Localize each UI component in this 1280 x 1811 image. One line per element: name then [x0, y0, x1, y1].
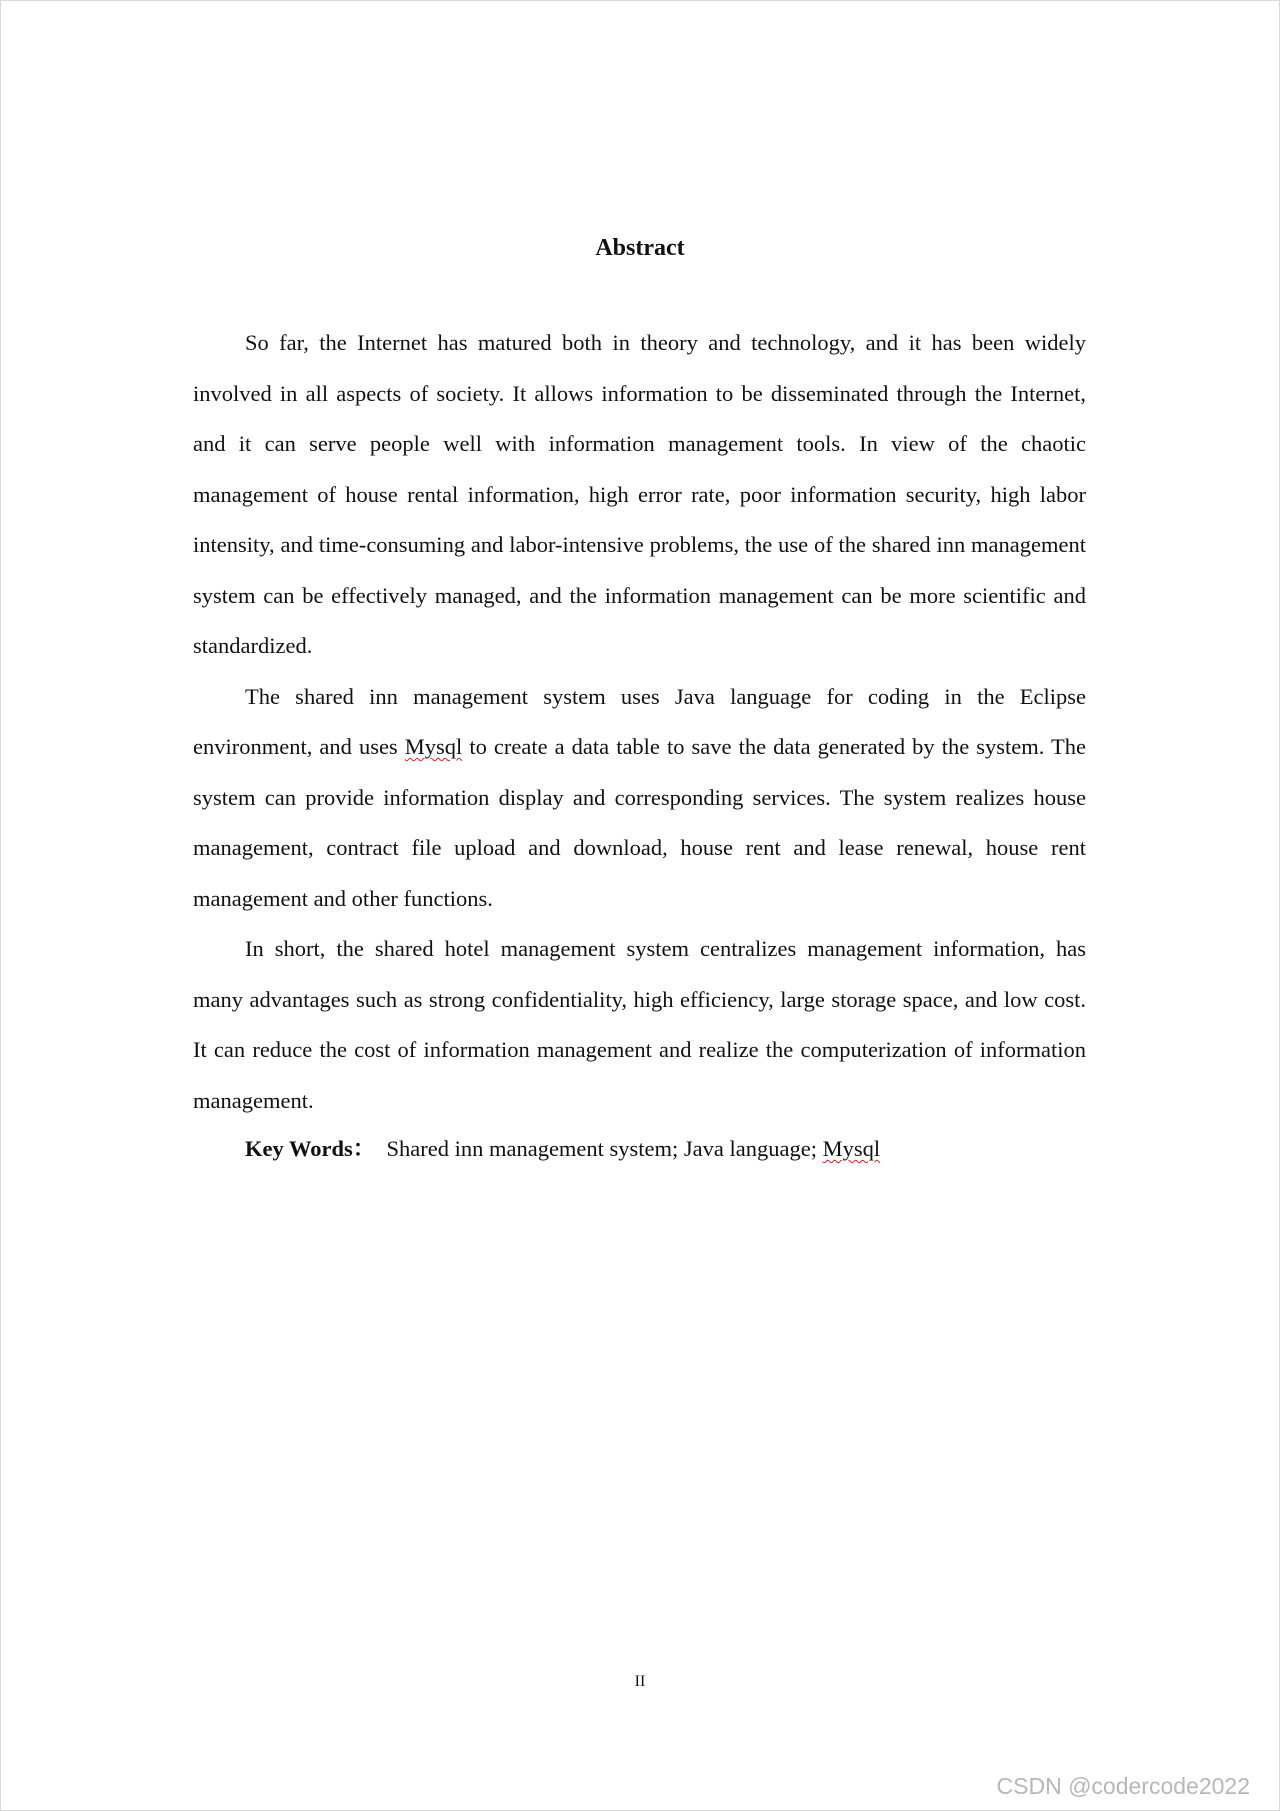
paragraph-2-text-start: The shared inn management system uses Java language for coding in the Eclipse environment, and uses	[193, 683, 1086, 759]
keywords-mysql-term: Mysql	[822, 1136, 881, 1161]
abstract-paragraph-2	[193, 672, 1086, 925]
abstract-title: Abstract	[595, 235, 685, 261]
abstract-paragraph-3: In short, the shared hotel management system centralizes management information, has many advantages such as strong confidentiality, high efficiency, large storage space, and low cost. It can reduce the cost of information management and realize the computerization of information management.	[193, 936, 1086, 1113]
csdn-watermark: CSDN @codercode2022	[996, 1773, 1250, 1799]
paragraph-2-text-end: to create a data table to save the data generated by the system. The system can provide information display and corresponding services. The system realizes house management, contract file upload and download, house rent and lease renewal, house rent management and other functions.	[193, 734, 1086, 911]
keywords-line	[193, 1126, 1086, 1172]
keywords-text: Shared inn management system; Java language;	[386, 1136, 823, 1161]
abstract-body	[193, 318, 1086, 1172]
abstract-paragraph-1: So far, the Internet has matured both in theory and technology, and it has been widely involved in all aspects of society. It allows information to be disseminated through the Internet, and it can serve people well with information management tools. In view of the chaotic management of house rental information, high error rate, poor information security, high labor intensity, and time-consuming and labor-intensive problems, the use of the shared inn management system can be effectively managed, and the information management can be more scientific and standardized.	[193, 330, 1086, 658]
mysql-term: Mysql	[404, 734, 463, 759]
keywords-label: Key Words：	[245, 1136, 376, 1161]
page-number: II	[634, 1673, 646, 1690]
